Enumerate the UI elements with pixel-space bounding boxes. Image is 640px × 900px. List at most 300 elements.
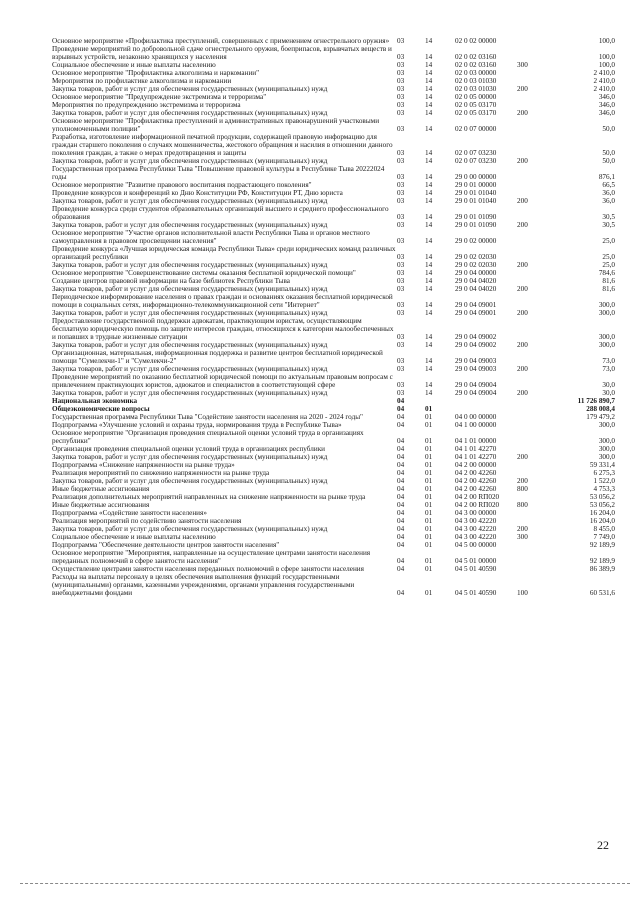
row-name: Организация проведения специальной оценки условий труда в организациях республики: [52, 445, 326, 453]
row-name: Подпрограмма «Содействие занятости населения»: [52, 509, 207, 517]
row-section: 04: [397, 461, 405, 469]
row-expense-type: [517, 205, 547, 221]
table-row: [52, 349, 615, 365]
row-amount: 50,0: [602, 149, 615, 157]
row-target-code: 29 0 04 04020: [455, 285, 497, 293]
row-expense-type: [517, 77, 547, 85]
table-row: [52, 469, 615, 477]
row-subsection: 14: [425, 125, 433, 133]
row-amount: 6 275,3: [593, 469, 615, 477]
row-expense-type: [517, 493, 547, 501]
row-subsection: 01: [425, 557, 433, 565]
row-subsection: 14: [425, 85, 433, 93]
row-target-code: 29 0 01 01040: [455, 189, 497, 197]
row-target-code: 04 5 00 00000: [455, 541, 497, 549]
row-target-code: 04 1 00 00000: [455, 421, 497, 429]
row-section: 03: [397, 197, 405, 205]
row-name: Основное мероприятие "Профилактика алкоголизма и наркомании": [52, 69, 260, 77]
row-expense-type: [517, 565, 547, 573]
row-name: Реализация дополнительных мероприятий направленных на снижение напряженности на рынке труда: [52, 493, 366, 501]
row-name: Основное мероприятие «Профилактика преступлений, совершенных с применением огнестрельного оружия»: [52, 37, 390, 45]
row-expense-type: [517, 397, 547, 405]
row-amount: 92 189,9: [589, 557, 615, 565]
row-target-code: 29 0 04 04020: [455, 277, 497, 285]
row-section: 03: [397, 181, 405, 189]
row-amount: 36,0: [602, 197, 615, 205]
row-subsection: 01: [425, 501, 433, 509]
row-expense-type: 200: [517, 453, 528, 461]
row-expense-type: [517, 349, 547, 365]
row-name: Государственная программа Республики Тыва "Содействие занятости населения на 2020 - 2024 годы": [52, 413, 363, 421]
table-row: [52, 565, 615, 573]
row-amount: 53 056,2: [589, 493, 615, 501]
row-expense-type: [517, 421, 547, 429]
row-name: Основное мероприятие "Совершенствование системы оказания бесплатной юридической помощи": [52, 269, 356, 277]
row-subsection: 01: [425, 477, 433, 485]
row-section: 03: [397, 69, 405, 77]
row-target-code: 04 5 01 40590: [455, 565, 497, 573]
row-section: 04: [397, 517, 405, 525]
row-target-code: 02 0 05 03170: [455, 101, 497, 109]
row-name: Проведение мероприятий по добровольной сдаче огнестрельного оружия, боеприпасов, взрывчатых веществ и взрывных устройств, незаконно хранящихся у населения: [52, 45, 392, 61]
row-subsection: 01: [425, 517, 433, 525]
row-subsection: 14: [425, 341, 433, 349]
table-row: [52, 365, 615, 373]
row-section: 04: [397, 413, 405, 421]
row-amount: 300,0: [598, 333, 615, 341]
row-amount: 30,0: [602, 381, 615, 389]
row-name: Закупка товаров, работ и услуг для обеспечения государственных (муниципальных) нужд: [52, 365, 328, 373]
table-row: [52, 69, 615, 77]
table-row: [52, 117, 615, 133]
row-expense-type: [517, 317, 547, 341]
row-expense-type: 300: [517, 533, 528, 541]
row-target-code: 04 1 01 42270: [455, 445, 497, 453]
footer-divider: [20, 883, 630, 884]
table-row: [52, 493, 615, 501]
row-subsection: 01: [425, 461, 433, 469]
table-row: [52, 189, 615, 197]
row-amount: 100,0: [598, 53, 615, 61]
row-target-code: 02 0 02 00000: [455, 37, 497, 45]
row-name: Подпрограмма «Снижение напряженности на рынке труда»: [52, 461, 235, 469]
row-section: 04: [397, 541, 405, 549]
row-section: 03: [397, 365, 405, 373]
row-subsection: 01: [425, 533, 433, 541]
row-subsection: 14: [425, 109, 433, 117]
row-section: 03: [397, 37, 405, 45]
row-target-code: 04 2 00 00000: [455, 461, 497, 469]
row-amount: 73,0: [602, 365, 615, 373]
row-amount: 346,0: [598, 101, 615, 109]
row-section: 04: [397, 565, 405, 573]
row-subsection: 14: [425, 213, 433, 221]
row-amount: 25,0: [602, 237, 615, 245]
row-name: Закупка товаров, работ и услуг для обеспечения государственных (муниципальных) нужд: [52, 309, 328, 317]
row-section: 04: [397, 557, 405, 565]
row-subsection: 01: [425, 437, 433, 445]
row-expense-type: 200: [517, 341, 528, 349]
row-name: Проведение мероприятий по оказанию бесплатной юридической помощи по актуальным правовым вопросам с привлечением практикующих юристов, адвокатов и специалистов в соответствующей сфере: [52, 373, 393, 389]
row-amount: 66,5: [602, 181, 615, 189]
table-row: [52, 461, 615, 469]
row-amount: 300,0: [598, 421, 615, 429]
row-target-code: 29 0 04 09002: [455, 333, 497, 341]
row-amount: 36,0: [602, 189, 615, 197]
row-subsection: 14: [425, 301, 433, 309]
row-section: 04: [397, 525, 405, 533]
row-name: Социальное обеспечение и иные выплаты населению: [52, 61, 216, 69]
row-subsection: 14: [425, 269, 433, 277]
row-name: Проведение конкурса «Лучшая юридическая команда Республики Тыва» среди юридических команд различных организаций республики: [52, 245, 396, 261]
row-expense-type: 200: [517, 85, 528, 93]
row-section: 03: [397, 61, 405, 69]
row-amount: 2 410,0: [593, 69, 615, 77]
row-subsection: 14: [425, 69, 433, 77]
row-subsection: 14: [425, 309, 433, 317]
row-expense-type: [517, 373, 547, 389]
row-name: Основное мероприятие "Организация проведения специальной оценки условий труда в организациях республики": [52, 429, 364, 445]
table-row: [52, 421, 615, 429]
row-expense-type: [517, 445, 547, 453]
row-amount: 346,0: [598, 109, 615, 117]
row-section: 03: [397, 269, 405, 277]
row-subsection: 01: [425, 525, 433, 533]
row-target-code: 04 2 00 RП020: [455, 493, 500, 501]
row-section: 03: [397, 189, 405, 197]
row-name: Закупка товаров, работ и услуг для обеспечения государственных (муниципальных) нужд: [52, 453, 328, 461]
row-subsection: 14: [425, 365, 433, 373]
table-row: [52, 101, 615, 109]
row-subsection: 01: [425, 453, 433, 461]
row-expense-type: [517, 45, 547, 61]
row-subsection: 01: [425, 469, 433, 477]
row-expense-type: [517, 469, 547, 477]
table-row: [52, 269, 615, 277]
row-section: 04: [397, 421, 405, 429]
row-amount: 30,0: [602, 389, 615, 397]
row-amount: 300,0: [598, 341, 615, 349]
row-amount: 30,5: [602, 221, 615, 229]
row-expense-type: [517, 517, 547, 525]
row-name: Основное мероприятие "Участие органов исполнительной власти Республики Тыва и органов местного самоуправления в правовом просвещении населения": [52, 229, 370, 245]
row-target-code: 29 0 01 01090: [455, 213, 497, 221]
row-subsection: 14: [425, 149, 433, 157]
row-expense-type: 200: [517, 197, 528, 205]
table-row: [52, 109, 615, 117]
row-expense-type: [517, 133, 547, 157]
row-subsection: 01: [425, 541, 433, 549]
table-row: [52, 485, 615, 493]
table-row: [52, 397, 615, 405]
table-row: [52, 261, 615, 269]
row-target-code: 29 0 04 09002: [455, 341, 497, 349]
row-target-code: 04 2 00 42260: [455, 469, 497, 477]
row-section: 04: [397, 445, 405, 453]
row-section: 04: [397, 453, 405, 461]
row-target-code: 04 3 00 42220: [455, 517, 497, 525]
row-name: Общеэкономические вопросы: [52, 405, 150, 413]
row-target-code: 29 0 02 02030: [455, 253, 497, 261]
row-name: Создание центров правовой информации на базе библиотек Республики Тыва: [52, 277, 290, 285]
row-subsection: 01: [425, 493, 433, 501]
row-target-code: 02 0 07 03230: [455, 157, 497, 165]
row-amount: 288 008,4: [586, 405, 615, 413]
row-target-code: 02 0 05 03170: [455, 109, 497, 117]
table-row: [52, 61, 615, 69]
row-section: 04: [397, 469, 405, 477]
row-target-code: 04 5 01 00000: [455, 557, 497, 565]
row-target-code: 02 0 03 01030: [455, 77, 497, 85]
row-subsection: 14: [425, 357, 433, 365]
row-name: Закупка товаров, работ и услуг для обеспечения государственных (муниципальных) нужд: [52, 285, 328, 293]
row-expense-type: [517, 37, 547, 45]
row-expense-type: [517, 117, 547, 133]
row-target-code: 04 3 00 42220: [455, 525, 497, 533]
row-target-code: 04 5 01 40590: [455, 589, 497, 597]
row-target-code: 04 3 00 42220: [455, 533, 497, 541]
row-target-code: 02 0 07 00000: [455, 125, 497, 133]
row-subsection: 14: [425, 181, 433, 189]
row-target-code: 02 0 03 01030: [455, 85, 497, 93]
table-row: [52, 429, 615, 445]
row-target-code: 04 1 01 42270: [455, 453, 497, 461]
row-name: Закупка товаров, работ и услуг для обеспечения государственных (муниципальных) нужд: [52, 85, 328, 93]
row-expense-type: [517, 189, 547, 197]
row-subsection: 14: [425, 261, 433, 269]
row-section: 04: [397, 493, 405, 501]
row-target-code: 29 0 01 00000: [455, 181, 497, 189]
row-expense-type: 200: [517, 157, 528, 165]
row-target-code: 29 0 01 01090: [455, 221, 497, 229]
row-amount: 7 749,0: [593, 533, 615, 541]
row-subsection: 14: [425, 61, 433, 69]
row-expense-type: 200: [517, 285, 528, 293]
row-name: Государственная программа Республики Тыва "Повышение правовой культуры в Республике Тыва 20222024 годы: [52, 165, 385, 181]
row-expense-type: 200: [517, 525, 528, 533]
row-expense-type: 200: [517, 365, 528, 373]
row-subsection: 14: [425, 53, 433, 61]
row-target-code: 29 0 04 00000: [455, 269, 497, 277]
row-name: Закупка товаров, работ и услуг для обеспечения государственных (муниципальных) нужд: [52, 157, 328, 165]
row-subsection: 01: [425, 413, 433, 421]
table-row: [52, 197, 615, 205]
table-row: [52, 389, 615, 397]
row-name: Подпрограмма "Обеспечение деятельности центров занятости населения": [52, 541, 280, 549]
row-expense-type: [517, 93, 547, 101]
row-expense-type: 200: [517, 477, 528, 485]
row-section: 03: [397, 237, 405, 245]
row-amount: 16 204,0: [589, 509, 615, 517]
row-section: 03: [397, 253, 405, 261]
row-name: Закупка товаров, работ и услуг для обеспечения государственных (муниципальных) нужд: [52, 341, 328, 349]
row-section: 03: [397, 285, 405, 293]
row-subsection: 14: [425, 285, 433, 293]
row-section: 03: [397, 173, 405, 181]
row-name: Периодическое информирование населения о правах граждан и основаниях оказания бесплатной юридической помощи в социальных сетях, информационно-телекоммуникационной сети "Интернет": [52, 293, 393, 309]
row-section: 04: [397, 397, 405, 405]
row-section: 03: [397, 93, 405, 101]
row-subsection: 01: [425, 405, 433, 413]
row-amount: 30,5: [602, 213, 615, 221]
table-row: [52, 373, 615, 389]
table-row: [52, 85, 615, 93]
row-section: 04: [397, 485, 405, 493]
table-row: [52, 453, 615, 461]
budget-table: [52, 37, 615, 597]
table-row: [52, 181, 615, 189]
row-section: 03: [397, 333, 405, 341]
row-expense-type: [517, 101, 547, 109]
row-amount: 1 522,0: [593, 477, 615, 485]
table-row: [52, 37, 615, 45]
row-name: Расходы на выплаты персоналу в целях обеспечения выполнения функций государственными (муниципальными) органами, казенными учреждениями, органами управления государственными внебюджетными фондами: [52, 573, 355, 597]
row-amount: 784,6: [598, 269, 615, 277]
row-amount: 300,0: [598, 309, 615, 317]
table-row: [52, 277, 615, 285]
row-section: 03: [397, 53, 405, 61]
row-amount: 100,0: [598, 61, 615, 69]
row-expense-type: 200: [517, 309, 528, 317]
row-target-code: 29 0 02 00000: [455, 237, 497, 245]
row-amount: 25,0: [602, 253, 615, 261]
table-row: [52, 477, 615, 485]
table-row: [52, 157, 615, 165]
row-expense-type: [517, 277, 547, 285]
row-amount: 60 531,6: [589, 589, 615, 597]
row-name: Закупка товаров, работ и услуг для обеспечения государственных (муниципальных) нужд: [52, 525, 328, 533]
row-name: Основное мероприятие "Предупреждение экстремизма и терроризма": [52, 93, 267, 101]
row-target-code: 04 1 01 00000: [455, 437, 497, 445]
row-section: 03: [397, 109, 405, 117]
row-subsection: 01: [425, 565, 433, 573]
row-expense-type: 200: [517, 221, 528, 229]
table-row: [52, 341, 615, 349]
row-subsection: 01: [425, 509, 433, 517]
row-expense-type: 200: [517, 109, 528, 117]
row-amount: 25,0: [602, 261, 615, 269]
row-subsection: 14: [425, 277, 433, 285]
row-expense-type: [517, 509, 547, 517]
row-subsection: 01: [425, 485, 433, 493]
table-row: [52, 221, 615, 229]
row-amount: 11 726 890,7: [577, 397, 615, 405]
row-subsection: 14: [425, 93, 433, 101]
row-name: Разработка, изготовление информационной печатной продукции, содержащей правовую информацию для граждан старшего поколения о случаях мошенничества, жестокого обращения и насилия в отношении данного поколения граждан, а также о мерах предотвращения и защиты: [52, 133, 393, 157]
row-section: 03: [397, 149, 405, 157]
row-subsection: 14: [425, 173, 433, 181]
row-name: Национальная экономика: [52, 397, 138, 405]
row-name: Проведение конкурса среди студентов образовательных организаций высшего и среднего профессионального образования: [52, 205, 389, 221]
row-subsection: 01: [425, 445, 433, 453]
row-subsection: 14: [425, 333, 433, 341]
row-amount: 4 753,3: [593, 485, 615, 493]
row-subsection: 14: [425, 197, 433, 205]
row-target-code: [455, 405, 517, 413]
row-name: Иные бюджетные ассигнования: [52, 501, 150, 509]
table-row: [52, 245, 615, 261]
row-section: 04: [397, 437, 405, 445]
row-name: Реализация мероприятий по снижению напряженности на рынке труда: [52, 469, 270, 477]
table-row: [52, 165, 615, 181]
row-amount: 179 479,2: [586, 413, 615, 421]
row-expense-type: 800: [517, 485, 528, 493]
row-expense-type: 200: [517, 261, 528, 269]
row-amount: 92 189,9: [589, 541, 615, 549]
page-number: 22: [597, 838, 609, 852]
table-row: [52, 517, 615, 525]
table-row: [52, 541, 615, 549]
row-amount: 73,0: [602, 357, 615, 365]
row-target-code: 29 0 04 09003: [455, 357, 497, 365]
table-row: [52, 285, 615, 293]
row-amount: 53 056,2: [589, 501, 615, 509]
row-section: 03: [397, 85, 405, 93]
table-row: [52, 549, 615, 565]
row-section: 04: [397, 477, 405, 485]
table-row: [52, 317, 615, 341]
row-amount: 2 410,0: [593, 77, 615, 85]
budget-table-body: [52, 37, 615, 597]
row-name: Закупка товаров, работ и услуг для обеспечения государственных (муниципальных) нужд: [52, 261, 328, 269]
table-row: [52, 573, 615, 597]
row-expense-type: 300: [517, 61, 528, 69]
row-target-code: 02 0 02 03160: [455, 61, 497, 69]
row-target-code: 29 0 00 00000: [455, 173, 497, 181]
row-target-code: 29 0 01 01040: [455, 197, 497, 205]
row-subsection: 14: [425, 237, 433, 245]
row-expense-type: 100: [517, 589, 528, 597]
row-name: Предоставление государственной поддержки адвокатам, практикующим юристам, осуществляющим бесплатную юридическую помощь по защите интересов граждан, относящихся к категории малообеспеченных и попавших в трудные жизненные ситуации: [52, 317, 394, 341]
row-amount: 2 410,0: [593, 85, 615, 93]
row-section: 03: [397, 277, 405, 285]
row-section: 03: [397, 357, 405, 365]
row-name: Осуществление центрами занятости населения переданных полномочий в сфере занятости населения: [52, 565, 364, 573]
row-target-code: 04 2 00 42260: [455, 477, 497, 485]
table-row: [52, 525, 615, 533]
table-row: [52, 309, 615, 317]
row-name: Закупка товаров, работ и услуг для обеспечения государственных (муниципальных) нужд: [52, 477, 328, 485]
row-expense-type: [517, 69, 547, 77]
row-amount: 86 389,9: [589, 565, 615, 573]
row-name: Проведение конкурсов и конференций ко Дню Конституции РФ, Конституции РТ, Дню юриста: [52, 189, 343, 197]
row-amount: 59 331,4: [589, 461, 615, 469]
row-subsection: 14: [425, 77, 433, 85]
row-name: Закупка товаров, работ и услуг для обеспечения государственных (муниципальных) нужд: [52, 109, 328, 117]
row-subsection: 14: [425, 189, 433, 197]
table-row: [52, 205, 615, 221]
row-target-code: 04 0 00 00000: [455, 413, 497, 421]
row-amount: 81,6: [602, 285, 615, 293]
row-expense-type: [517, 405, 547, 413]
row-name: Иные бюджетные ассигнования: [52, 485, 150, 493]
row-target-code: 29 0 04 09004: [455, 389, 497, 397]
row-section: 03: [397, 125, 405, 133]
row-subsection: 14: [425, 221, 433, 229]
row-amount: 300,0: [598, 453, 615, 461]
row-section: 03: [397, 157, 405, 165]
row-section: 03: [397, 77, 405, 85]
row-expense-type: [517, 413, 547, 421]
row-target-code: 29 0 02 02030: [455, 261, 497, 269]
row-section: 03: [397, 213, 405, 221]
row-amount: 346,0: [598, 93, 615, 101]
row-section: 03: [397, 381, 405, 389]
row-name: Мероприятия по предупреждению экстремизма и терроризма: [52, 101, 241, 109]
table-row: [52, 501, 615, 509]
row-section: 03: [397, 389, 405, 397]
table-row: [52, 293, 615, 309]
